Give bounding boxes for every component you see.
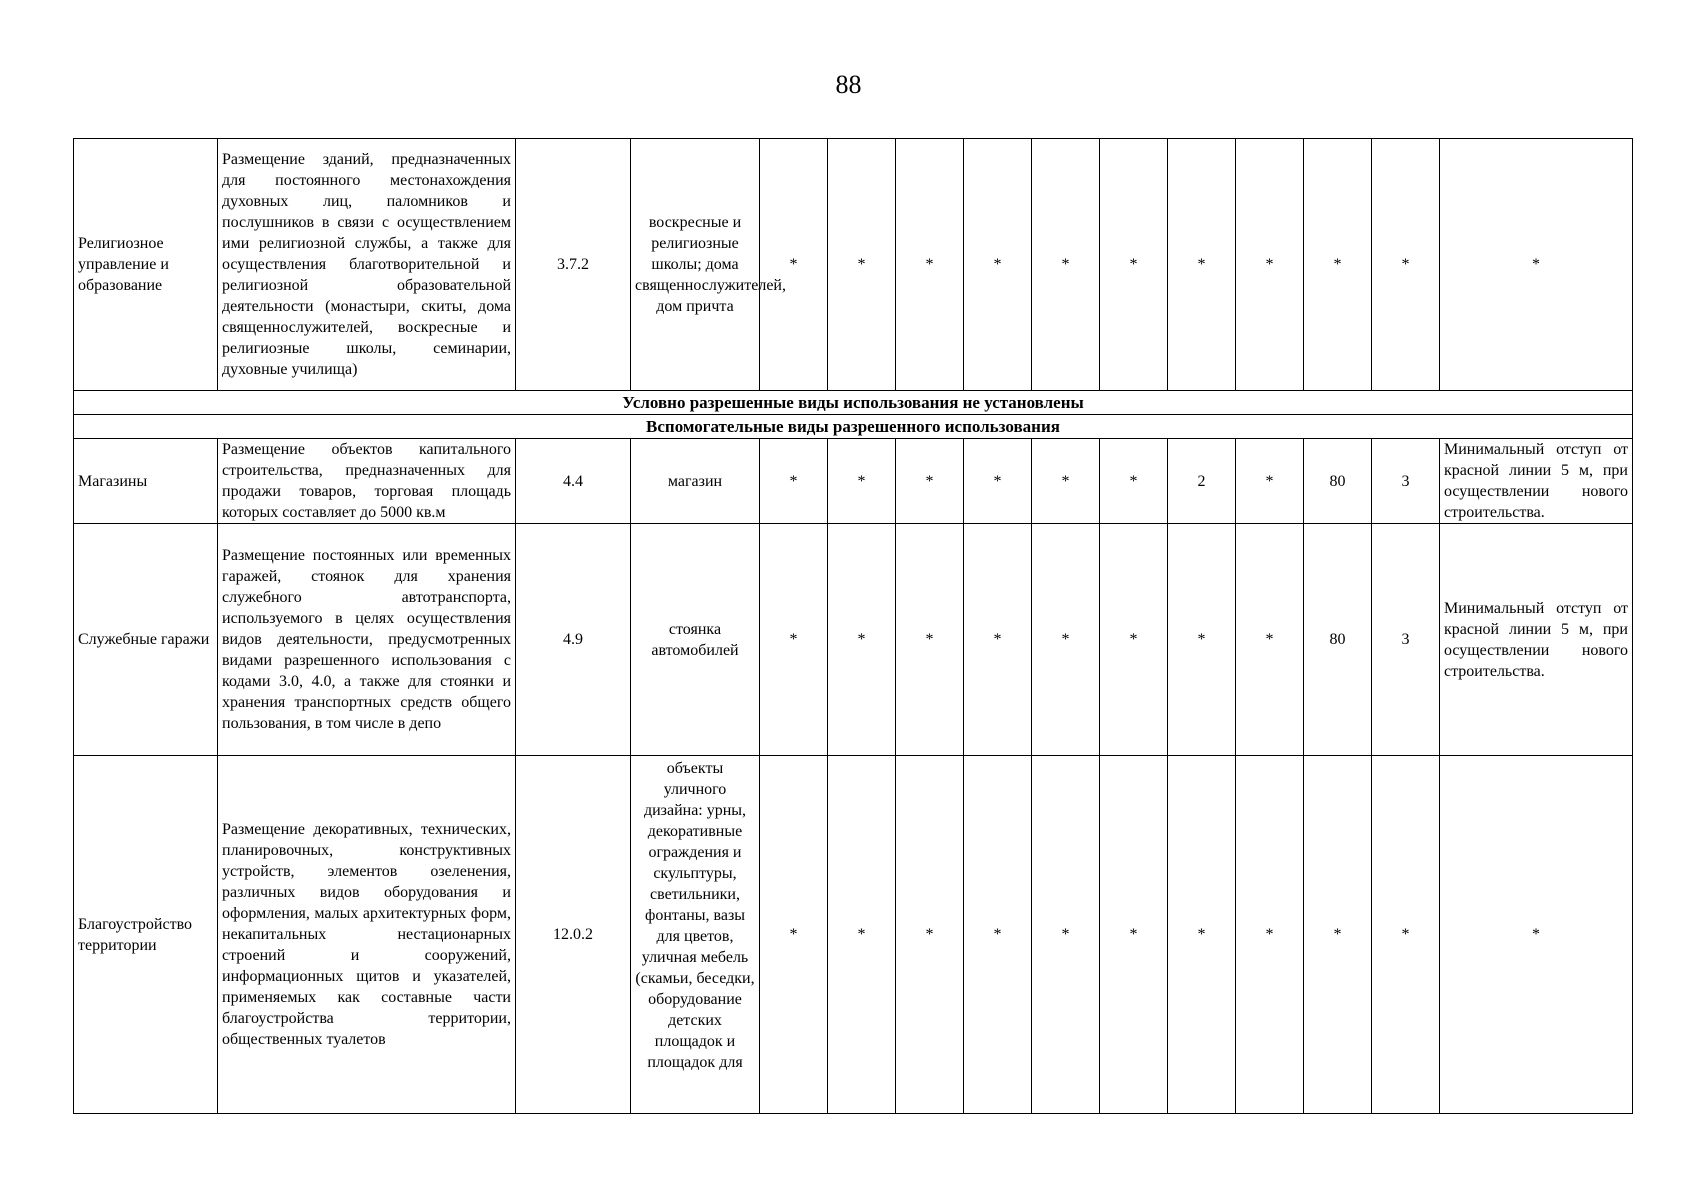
param-cell: *	[964, 756, 1032, 1114]
use-note: Минимальный отступ от красной линии 5 м, при осуществлении нового строительства.	[1440, 439, 1633, 524]
use-name: Благоустройство территории	[74, 756, 218, 1114]
param-cell: *	[828, 524, 896, 756]
use-objects	[631, 756, 760, 1114]
table-row	[74, 524, 1633, 756]
param-cell: *	[1372, 756, 1440, 1114]
param-cell: *	[1304, 756, 1372, 1114]
use-description: Размещение декоративных, технических, планировочных, конструктивных устройств, элементов озеленения, различных видов оборудования и оформления, малых архитектурных форм, некапитальных нестационарных строений и сооружений, информационных щитов и указателей, применяемых как составные части благоустройства территории, общественных туалетов	[218, 756, 516, 1114]
param-cell: *	[760, 439, 828, 524]
page-number: 88	[835, 70, 862, 99]
use-objects: магазин	[631, 439, 760, 524]
section-heading-conditional: Условно разрешенные виды использования не установлены	[74, 391, 1633, 415]
param-cell: *	[1100, 756, 1168, 1114]
param-cell: *	[1168, 524, 1236, 756]
param-cell: *	[1236, 756, 1304, 1114]
param-cell: 3	[1372, 439, 1440, 524]
table-row	[74, 439, 1633, 524]
param-cell: *	[1236, 439, 1304, 524]
section-row	[74, 415, 1633, 439]
param-cell: *	[1168, 756, 1236, 1114]
use-name: Религиозное управление и образование	[74, 139, 218, 391]
param-cell: 3	[1372, 524, 1440, 756]
param-cell: *	[828, 756, 896, 1114]
param-cell: *	[828, 139, 896, 391]
use-code: 12.0.2	[516, 756, 631, 1114]
use-description: Размещение объектов капитального строительства, предназначенных для продажи товаров, торговая площадь которых составляет до 5000 кв.м	[218, 439, 516, 524]
param-cell: *	[964, 139, 1032, 391]
param-cell: *	[1236, 139, 1304, 391]
param-cell: *	[1032, 439, 1100, 524]
param-cell: *	[1032, 524, 1100, 756]
param-cell: *	[1032, 756, 1100, 1114]
param-cell: 2	[1168, 439, 1236, 524]
use-name: Магазины	[74, 439, 218, 524]
use-code: 4.4	[516, 439, 631, 524]
section-row	[74, 391, 1633, 415]
use-name: Служебные гаражи	[74, 524, 218, 756]
use-note: *	[1440, 139, 1633, 391]
use-objects: воскресные и религиозные школы; дома священнослужителей, дом причта	[631, 139, 760, 391]
param-cell: *	[828, 439, 896, 524]
use-description: Размещение зданий, предназначенных для постоянного местонахождения духовных лиц, паломников и послушников в связи с осуществлением ими религиозной службы, а также для осуществления благотворительной и религиозной образовательной деятельности (монастыри, скиты, дома священнослужителей, воскресные и религиозные школы, семинарии, духовные училища)	[218, 139, 516, 391]
param-cell: *	[1168, 139, 1236, 391]
section-heading-auxiliary: Вспомогательные виды разрешенного использования	[74, 415, 1633, 439]
param-cell: *	[964, 439, 1032, 524]
param-cell: *	[760, 139, 828, 391]
param-cell: *	[896, 439, 964, 524]
land-use-table	[73, 138, 1633, 1114]
param-cell: *	[1100, 139, 1168, 391]
param-cell: *	[760, 524, 828, 756]
param-cell: *	[1032, 139, 1100, 391]
use-objects: стоянка автомобилей	[631, 524, 760, 756]
use-description: Размещение постоянных или временных гаражей, стоянок для хранения служебного автотранспорта, используемого в целях осуществления видов деятельности, предусмотренных видами разрешенного использования с кодами 3.0, 4.0, а также для стоянки и хранения транспортных средств общего пользования, в том числе в депо	[218, 524, 516, 756]
param-cell: *	[1236, 524, 1304, 756]
param-cell: *	[1304, 139, 1372, 391]
table-row	[74, 756, 1633, 1114]
param-cell: *	[964, 524, 1032, 756]
use-objects-text: объекты уличного дизайна: урны, декоративные ограждения и скульптуры, светильники, фонтаны, вазы для цветов, уличная мебель (скамьи, беседки, оборудование детских площадок и площадок для	[635, 760, 755, 1071]
use-code: 4.9	[516, 524, 631, 756]
param-cell: *	[896, 524, 964, 756]
param-cell: 80	[1304, 439, 1372, 524]
param-cell: *	[1372, 139, 1440, 391]
use-note: Минимальный отступ от красной линии 5 м, при осуществлении нового строительства.	[1440, 524, 1633, 756]
param-cell: *	[896, 139, 964, 391]
table-row	[74, 139, 1633, 391]
use-note: *	[1440, 756, 1633, 1114]
param-cell: *	[896, 756, 964, 1114]
param-cell: 80	[1304, 524, 1372, 756]
param-cell: *	[1100, 524, 1168, 756]
param-cell: *	[760, 756, 828, 1114]
use-code: 3.7.2	[516, 139, 631, 391]
param-cell: *	[1100, 439, 1168, 524]
